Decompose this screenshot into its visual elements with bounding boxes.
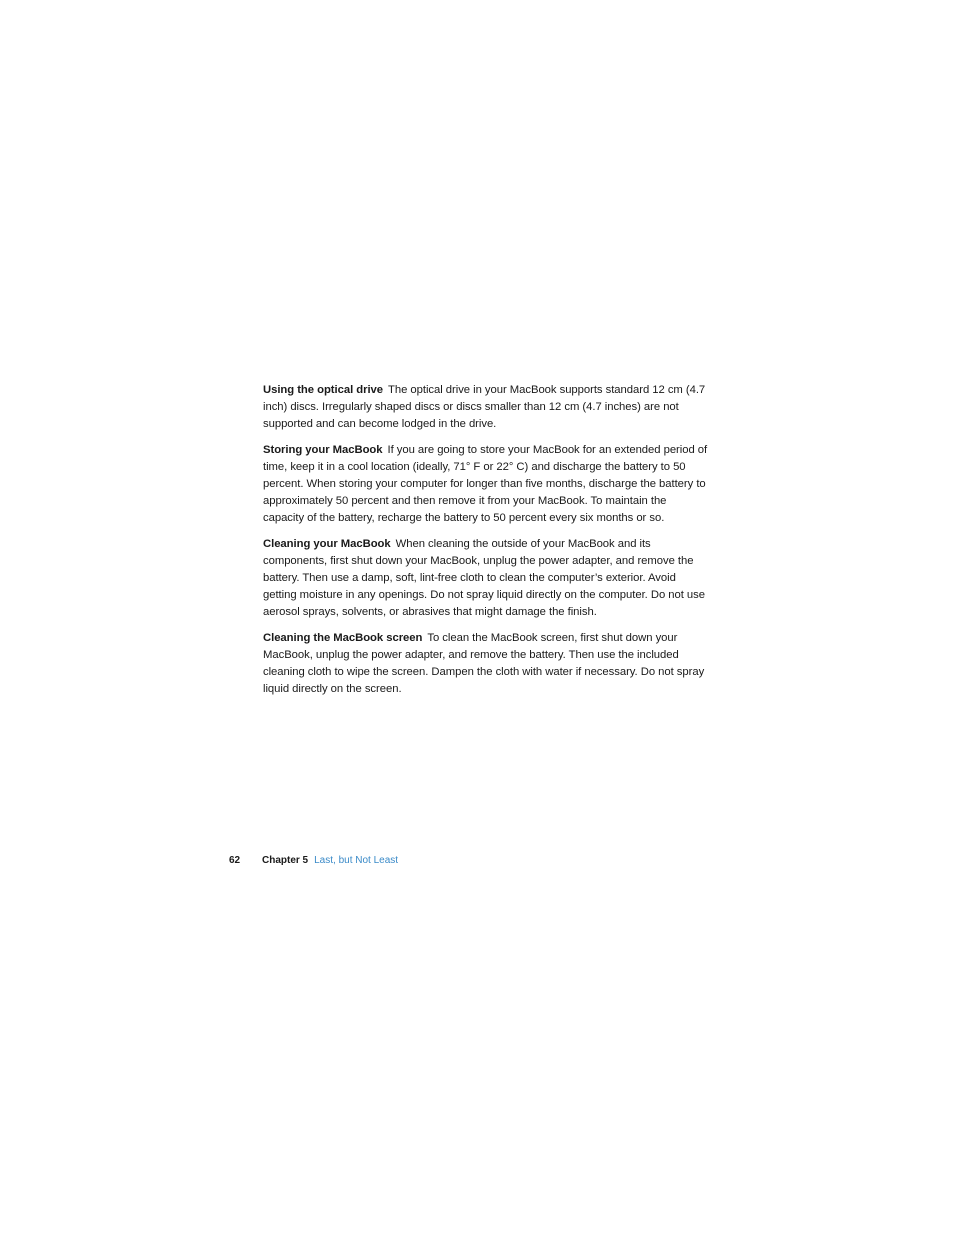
paragraph-text: If you are going to store your MacBook for an extended period of time, keep it in a cool location (ideally, 71° F or 22° C) and discharge the battery to 50 percent. When storing your computer for longer than five months, discharge the battery to approximately 50 percent and then remove it from your MacBook. To maintain the capacity of the battery, recharge the battery to 50 percent every six months or so. xyxy=(263,443,708,525)
chapter-label: Chapter 5 xyxy=(262,855,309,866)
page-number: 62 xyxy=(229,855,241,866)
paragraph-text: When cleaning the outside of your MacBook and its components, first shut down your MacBook, unplug the power adapter, and remove the battery. Then use a damp, soft, lint-free cloth to clean the computer’s exterior. Avoid getting moisture in any openings. Do not spray liquid directly on the computer. Do not use aerosol sprays, solvents, or abrasives that might damage the finish. xyxy=(263,537,705,619)
paragraph-cleaning-macbook xyxy=(263,536,708,622)
paragraph-heading: Storing your MacBook xyxy=(263,443,383,456)
paragraph-text: The optical drive in your MacBook supports standard 12 cm (4.7 inch) discs. Irregularly shaped discs or discs smaller than 12 cm (4.7 inches) are not supported and can become lodged in the drive. xyxy=(263,384,706,431)
paragraph-text: To clean the MacBook screen, first shut down your MacBook, unplug the power adapter, and remove the battery. Then use the included cleaning cloth to wipe the screen. Dampen the cloth with water if necessary. Do not spray liquid directly on the screen. xyxy=(263,631,705,696)
page-footer xyxy=(229,854,398,868)
paragraph-storing-macbook xyxy=(263,442,708,528)
paragraph-heading: Cleaning your MacBook xyxy=(263,537,391,550)
paragraph-optical-drive xyxy=(263,382,708,434)
paragraph-cleaning-screen xyxy=(263,630,708,699)
paragraph-heading: Using the optical drive xyxy=(263,384,383,396)
chapter-title-link[interactable]: Last, but Not Least xyxy=(314,855,399,866)
paragraph-heading: Cleaning the MacBook screen xyxy=(263,631,423,644)
page-body xyxy=(263,382,708,706)
